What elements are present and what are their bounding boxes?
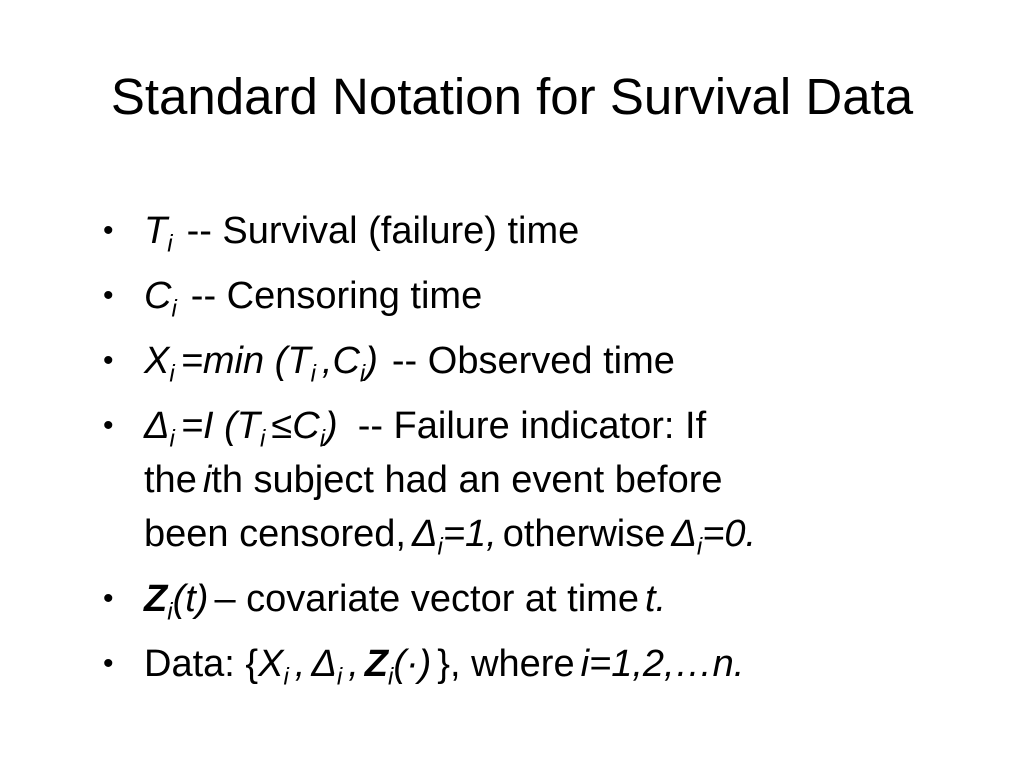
slide-title: Standard Notation for Survival Data (110, 68, 914, 125)
bullet-observed-time (103, 334, 963, 388)
symbol-t-time: t. (644, 578, 667, 620)
subscript-i: i (310, 360, 316, 388)
subscript-i: i (319, 425, 326, 453)
text-otherwise: otherwise (502, 513, 666, 555)
bullet-dot: • (103, 214, 114, 247)
bullet-dot: • (103, 344, 114, 377)
bullet-dot: • (103, 582, 114, 615)
ith-i: i (202, 459, 212, 501)
formula-indicator-b: ≤C (271, 405, 320, 447)
subscript-i: i (336, 663, 343, 691)
formula-indicator-c: ) (325, 405, 338, 447)
bullet-dot: • (103, 647, 114, 680)
subscript-i: i (283, 663, 289, 691)
symbol-delta: Δ (144, 405, 170, 447)
subscript-i: i (167, 230, 173, 258)
subscript-i: i (260, 425, 266, 453)
delta-value-1: =1, (442, 513, 497, 555)
indicator-line-3 (144, 507, 963, 561)
subscript-i: i (696, 533, 703, 561)
bullet-dot: • (103, 279, 114, 312)
index-range: i=1,2,…n. (580, 643, 745, 685)
text-the: the (144, 459, 197, 501)
subscript-i: i (169, 360, 175, 388)
subscript-i: i (387, 663, 394, 691)
formula-indicator-a: =I (T (180, 405, 261, 447)
subscript-i: i (437, 533, 443, 561)
text-subject: th subject had an event before (211, 459, 723, 501)
bullet-failure-indicator (103, 399, 963, 561)
data-close: }, where (437, 643, 575, 685)
bullet-text: -- Survival (failure) time (186, 210, 580, 252)
subscript-i: i (167, 598, 173, 626)
subscript-i: i (169, 425, 175, 453)
formula-min-b: ,C (321, 340, 360, 382)
data-lead: Data: { (144, 643, 259, 685)
bullet-covariate-vector (103, 572, 963, 626)
comma: , (348, 643, 359, 685)
bullet-text: -- Censoring time (190, 275, 483, 317)
symbol-delta: Δ (311, 643, 337, 685)
bullet-text: -- Observed time (391, 340, 675, 382)
text-censored: been censored, (144, 513, 406, 555)
formula-min-c: ) (365, 340, 378, 382)
subscript-i: i (359, 360, 366, 388)
symbol-t: T (144, 210, 168, 252)
symbol-z: Z (144, 578, 168, 620)
indicator-line-2 (144, 453, 963, 507)
indicator-line-1 (144, 399, 963, 453)
symbol-delta: Δ (411, 513, 438, 555)
bullet-data (103, 637, 963, 691)
covariate-arg: (t) (172, 578, 209, 620)
bullet-list (103, 204, 963, 702)
symbol-c: C (144, 275, 172, 317)
z-arg: (·) (393, 643, 432, 685)
delta-value-0: =0. (702, 513, 757, 555)
bullet-text: – covariate vector at time (214, 578, 639, 620)
symbol-x: X (144, 340, 170, 382)
symbol-z: Z (364, 643, 388, 685)
bullet-survival-time (103, 204, 963, 258)
comma: , (294, 643, 306, 685)
bullet-dot: • (103, 409, 114, 442)
subscript-i: i (171, 295, 177, 323)
bullet-text: -- Failure indicator: If (357, 405, 707, 447)
formula-min-a: =min (T (180, 340, 311, 382)
bullet-censoring-time (103, 269, 963, 323)
symbol-delta: Δ (671, 513, 697, 555)
symbol-x: X (258, 643, 284, 685)
